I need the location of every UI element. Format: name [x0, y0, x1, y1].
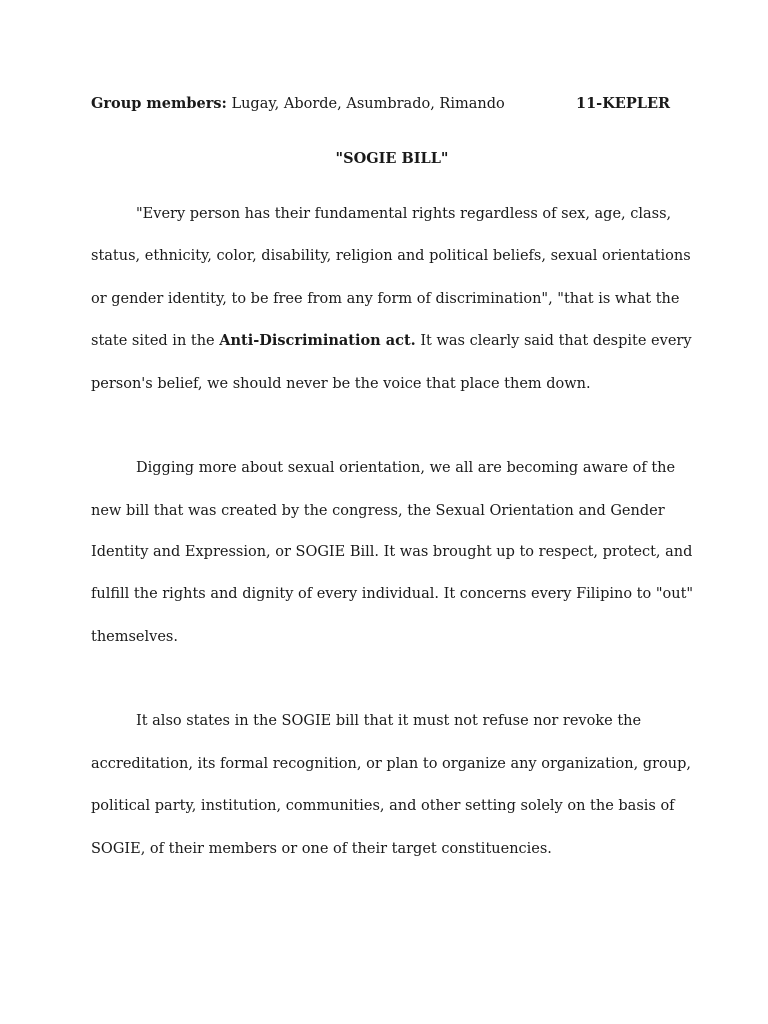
paragraph-2-line-2: new bill that was created by the congress, the Sexual Orientation and Gender	[91, 503, 665, 519]
group-members-label: Group members:	[91, 95, 227, 112]
paragraph-1-line-3: or gender identity, to be free from any form of discrimination", "that is what the	[91, 291, 680, 307]
paragraph-1-line-2: status, ethnicity, color, disability, religion and political beliefs, sexual orientations	[91, 248, 691, 264]
paragraph-2-line-5: themselves.	[91, 629, 178, 645]
section-label: 11-KEPLER	[576, 95, 671, 112]
paragraph-1-line-4-pre: state sited in the	[91, 333, 220, 349]
paragraph-1-line-4-post: It was clearly said that despite every	[415, 333, 692, 349]
paragraph-2-line-4: fulfill the rights and dignity of every individual. It concerns every Filipino to "out"	[91, 586, 694, 602]
group-members-line	[91, 94, 505, 114]
paragraph-1-line-1: "Every person has their fundamental rights regardless of sex, age, class,	[136, 206, 672, 222]
paragraph-3-line-2: accreditation, its formal recognition, or plan to organize any organization, group,	[91, 756, 691, 772]
group-members-names: Lugay, Aborde, Asumbrado, Rimando	[231, 96, 505, 112]
paragraph-1-line-5: person's belief, we should never be the voice that place them down.	[91, 376, 591, 392]
paragraph-3-line-3: political party, institution, communities, and other setting solely on the basis of	[91, 798, 675, 814]
anti-discrimination-act-term: Anti-Discrimination act.	[219, 332, 416, 349]
paragraph-2-line-3: Identity and Expression, or SOGIE Bill. It was brought up to respect, protect, and	[91, 544, 693, 560]
paragraph-3-line-1: It also states in the SOGIE bill that it must not refuse nor revoke the	[136, 713, 642, 729]
paragraph-3-line-4: SOGIE, of their members or one of their target constituencies.	[91, 841, 552, 857]
document-title: "SOGIE BILL"	[335, 150, 449, 167]
paragraph-1-line-4	[91, 331, 692, 351]
paragraph-2-line-1: Digging more about sexual orientation, we all are becoming aware of the	[136, 460, 676, 476]
